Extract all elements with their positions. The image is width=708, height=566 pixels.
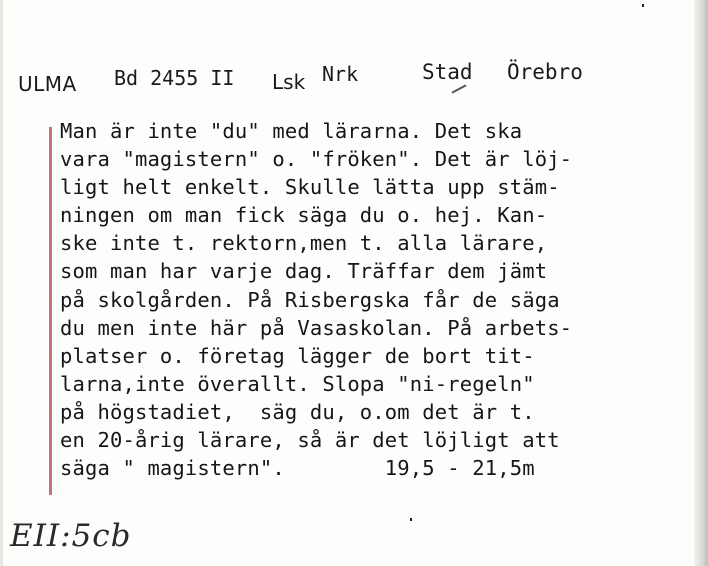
text-line: säga " magistern". 19,5 - 21,5m xyxy=(60,456,535,481)
text-line: platser o. företag lägger de bort tit- xyxy=(60,343,535,368)
transcript-body xyxy=(60,117,572,482)
volume-number: Bd 2455 II xyxy=(114,66,235,90)
text-line: ligt helt enkelt. Skulle lätta upp stäm- xyxy=(60,175,560,200)
text-line: på högstadiet, säg du, o.om det är t. xyxy=(60,399,535,424)
text-line: vara "magistern" o. "fröken". Det är löj- xyxy=(60,147,573,172)
stad-label: Stad xyxy=(422,60,473,84)
card-right-edge xyxy=(694,0,708,566)
card-left-edge xyxy=(0,0,3,566)
lsk-label: Lsk xyxy=(272,70,306,94)
city-name: Örebro xyxy=(507,60,583,84)
red-margin-line xyxy=(49,127,52,495)
archive-label: ULMA xyxy=(18,72,77,96)
text-line: ningen om man fick säga du o. hej. Kan- xyxy=(60,203,548,228)
text-line: som man har varje dag. Träffar dem jämt xyxy=(60,259,548,284)
text-line: ske inte t. rektorn,men t. alla lärare, xyxy=(60,231,548,256)
card-header xyxy=(18,56,690,96)
text-line: Man är inte "du" med lärarna. Det ska xyxy=(60,119,523,143)
text-line: en 20-årig lärare, så är det löjligt att xyxy=(60,428,560,453)
handwritten-classification: EII:5cb xyxy=(10,518,132,554)
text-line: på skolgården. På Risbergska får de säga xyxy=(60,287,560,312)
ink-speck xyxy=(642,4,644,7)
ink-speck xyxy=(410,518,412,521)
text-line: du men inte här på Vasaskolan. På arbets- xyxy=(60,315,573,340)
nrk-label: Nrk xyxy=(322,62,359,86)
text-line: larna,inte överallt. Slopa "ni-regeln" xyxy=(60,371,535,396)
